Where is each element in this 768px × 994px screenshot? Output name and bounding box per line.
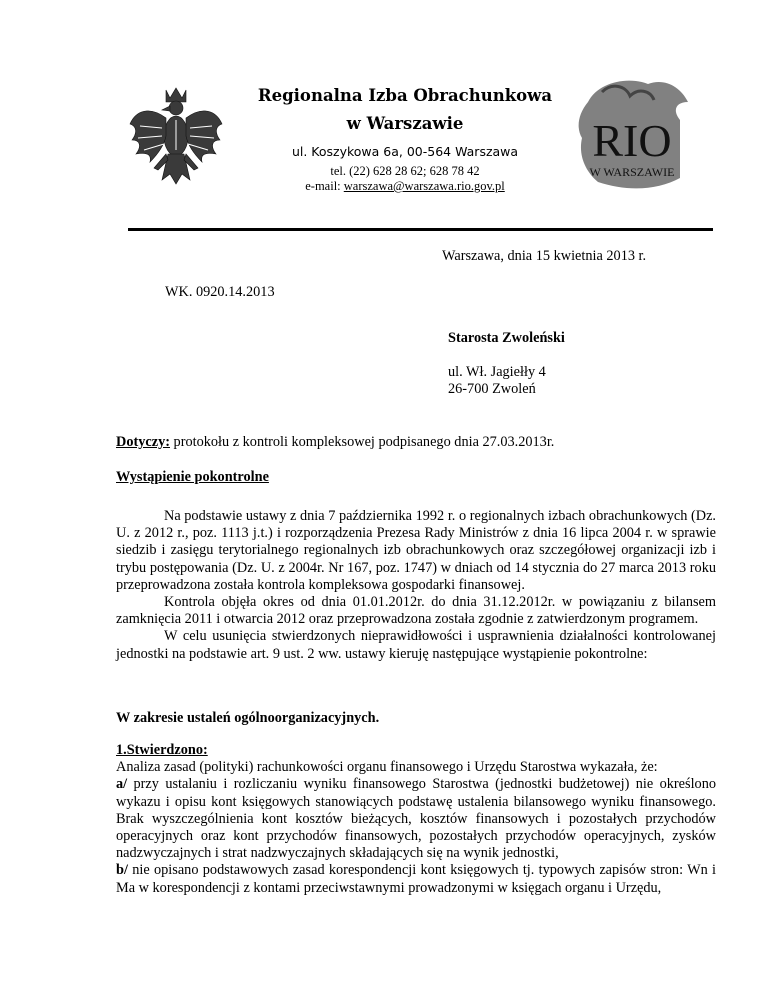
paragraph-legal-basis: Na podstawie ustawy z dnia 7 października 1992 r. o regionalnych izbach obrachunkowych (Dz. U. z 2012 r., poz. 1113 j.t.) i rozporządzenia Prezesa Rady Ministrów z dnia 16 lipca 2004 r. w sprawie siedzib i zasięgu terytorialnego regionalnych izb obrachunkowych oraz szczegółowej organizacji izb i trybu postępowania (Dz. U. z 2004r. Nr 167, poz. 1747) w dniach od 14 stycznia do 27 marca 2013 roku przeprowadzona została kontrola kompleksowa gospodarki finansowej.	[116, 508, 716, 593]
recipient-city: 26-700 Zwoleń	[448, 381, 536, 398]
organization-phone: tel. (22) 628 28 62; 628 78 42	[330, 164, 480, 178]
organization-email-line	[240, 179, 570, 194]
section-title: W zakresie ustaleń ogólnoorganizacyjnych.	[116, 710, 380, 726]
finding-intro: Analiza zasad (polityki) rachunkowości organu finansowego i Urzędu Starostwa wykazała, że:	[116, 759, 658, 776]
recipient-name: Starosta Zwoleński	[448, 330, 565, 346]
subject-text: protokołu z kontroli kompleksowej podpisanego dnia 27.03.2013r.	[169, 434, 555, 450]
subject-line	[116, 434, 716, 451]
item-a-label: a/	[116, 776, 128, 793]
rio-logo-text: RIO	[592, 115, 672, 166]
document-title: Wystąpienie pokontrolne	[116, 469, 269, 485]
reference-number: WK. 0920.14.2013	[165, 284, 275, 300]
item-b-label: b/	[116, 862, 128, 879]
finding-item-b	[116, 862, 716, 896]
findings-section	[116, 742, 716, 897]
recipient-street: ul. Wł. Jagiełły 4	[448, 364, 546, 381]
organization-name: Regionalna Izba Obrachunkowa	[257, 86, 553, 105]
item-a-text: przy ustalaniu i rozliczaniu wyniku finansowego Starostwa (jednostki budżetowej) nie określono wykazu i opisu kont księgowych stanowiących podstawę ustalenia bilansowego wyniku finansowego. Brak wyszczególnienia kont kosztów bieżących, kosztów finansowych i pozostałych przychodów operacyjnych oraz kont przychodów finansowych, pozostałych przychodów operacyjnych, zysków nadzwyczajnych i strat nadzwyczajnych składających się na wynik jednostki,	[116, 776, 716, 862]
rio-logo-subtext: W WARSZAWIE	[589, 165, 675, 179]
email-link[interactable]: warszawa@warszawa.rio.gov.pl	[343, 179, 505, 193]
recipient-block	[448, 330, 708, 399]
organization-city: w Warszawie	[346, 114, 464, 133]
paragraph-purpose: W celu usunięcia stwierdzonych nieprawidłowości i usprawnienia działalności kontrolowanej jednostki na podstawie art. 9 ust. 2 ww. ustawy kieruję następujące wystąpienie pokontrolne:	[116, 628, 716, 662]
organization-address: ul. Koszykowa 6a, 00-564 Warszawa	[291, 144, 519, 159]
item-b-text: nie opisano podstawowych zasad korespondencji kont księgowych tj. typowych zapisów stron: Wn i Ma w korespondencji z kontami przeciwstawnymi prowadzonymi w księgach organu i Urzędu,	[116, 862, 716, 896]
letter-date: Warszawa, dnia 15 kwietnia 2013 r.	[442, 248, 647, 264]
polish-eagle-emblem	[126, 84, 226, 194]
finding-label: 1.Stwierdzono:	[116, 742, 208, 758]
subject-label: Dotyczy:	[116, 434, 170, 450]
finding-item-a	[116, 776, 716, 862]
header-divider	[128, 228, 713, 231]
rio-logo	[568, 72, 696, 200]
email-label: e-mail:	[305, 179, 344, 193]
paragraph-scope: Kontrola objęła okres od dnia 01.01.2012r. do dnia 31.12.2012r. w powiązaniu z bilansem zamknięcia 2011 i otwarcia 2012 oraz przeprowadzona została zgodnie z zatwierdzonym programem.	[116, 594, 716, 628]
intro-paragraphs	[116, 508, 716, 663]
letterhead	[240, 86, 570, 194]
